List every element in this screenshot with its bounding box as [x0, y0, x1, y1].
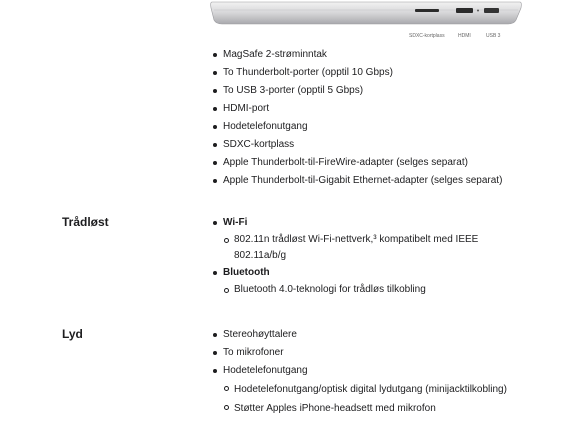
list-item: Apple Thunderbolt-til-FireWire-adapter (selges separat) [212, 154, 502, 172]
laptop-side-image [210, 0, 522, 28]
list-item: Hodetelefonutgang [212, 118, 502, 136]
bluetooth-heading: Bluetooth [212, 264, 489, 282]
list-item: Hodetelefonutgang [212, 362, 507, 380]
list-item: Stereohøyttalere [212, 326, 507, 344]
port-label-usb: USB 3 [486, 33, 501, 39]
sdxc-slot-icon [415, 9, 439, 12]
section-title-audio: Lyd [62, 327, 83, 341]
bluetooth-detail: Bluetooth 4.0-teknologi for trådløs tilkobling [223, 282, 489, 298]
list-item: To USB 3-porter (opptil 5 Gbps) [212, 82, 502, 100]
list-item: Apple Thunderbolt-til-Gigabit Ethernet-adapter (selges separat) [212, 172, 502, 190]
port-labels [0, 33, 575, 43]
list-item: Hodetelefonutgang/optisk digital lydutgang (minijacktilkobling) [223, 380, 507, 399]
ports-list [212, 46, 502, 190]
port-label-sdxc: SDXC-kortplass [409, 33, 445, 39]
hdmi-port-icon [456, 8, 473, 13]
list-item: HDMI-port [212, 100, 502, 118]
wifi-sublist [223, 232, 489, 264]
list-item: Støtter Apples iPhone-headsett med mikrofon [223, 399, 507, 418]
bluetooth-sublist [223, 282, 489, 298]
audio-list [212, 326, 507, 418]
usb-port-icon [484, 8, 499, 13]
wifi-detail: 802.11n trådløst Wi-Fi-nettverk,³ kompatibelt med IEEE 802.11a/b/g [223, 232, 489, 264]
wifi-heading: Wi-Fi [212, 214, 489, 232]
section-title-wireless: Trådløst [62, 215, 109, 229]
port-label-hdmi: HDMI [458, 33, 471, 39]
audio-sublist [223, 380, 507, 418]
list-item: To mikrofoner [212, 344, 507, 362]
list-item: SDXC-kortplass [212, 136, 502, 154]
list-item: To Thunderbolt-porter (opptil 10 Gbps) [212, 64, 502, 82]
wireless-list [212, 214, 489, 298]
list-item: MagSafe 2-strøminntak [212, 46, 502, 64]
